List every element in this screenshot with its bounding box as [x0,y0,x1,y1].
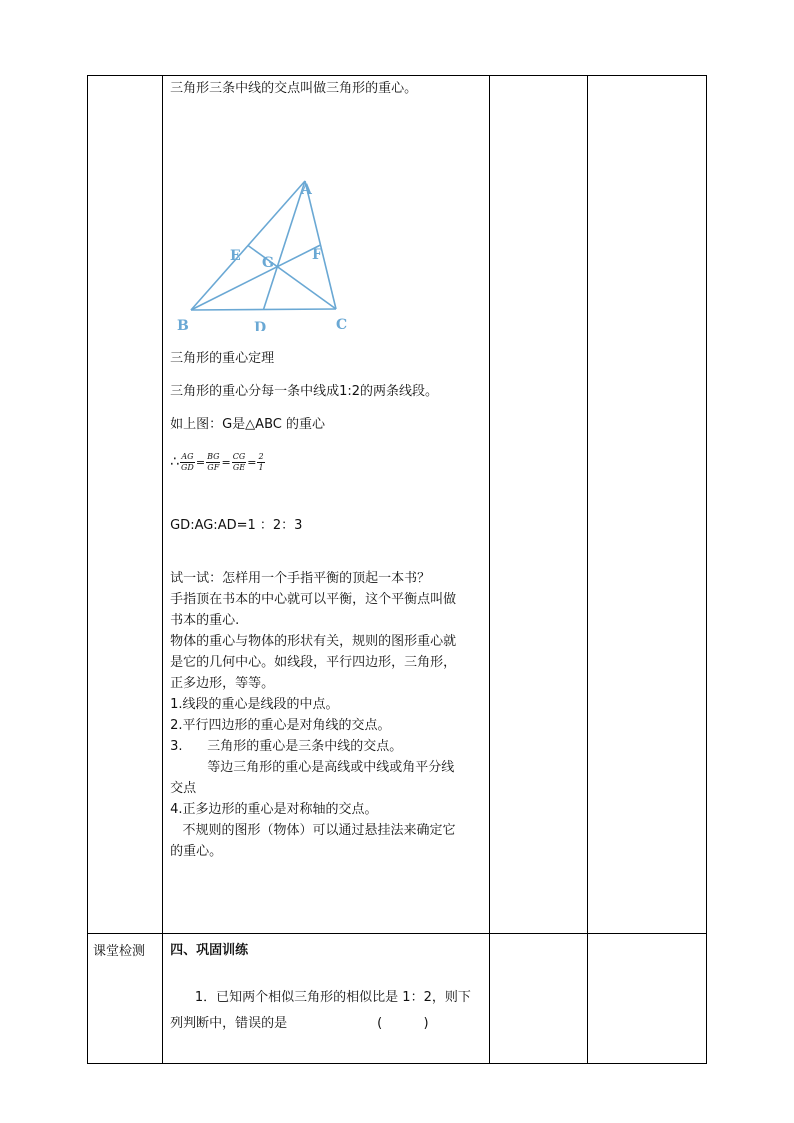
lesson-table [87,75,707,1064]
empty-cell [587,76,706,934]
fraction-cg-ge: $\frac{CG}{GE}$ [232,452,246,472]
intro-text: 三角形三条中线的交点叫做三角形的重心。 [170,81,418,96]
try-it-line: 试一试：怎样用一个手指平衡的顶起一本书？ [170,571,431,586]
midpoint-label-f: F [312,247,323,263]
label-cell [88,76,163,934]
empty-cell [587,934,706,1064]
table-row [88,76,707,934]
fraction-bg-gf: $\frac{BG}{GF}$ [207,452,220,472]
empty-cell [489,76,587,934]
try-it-line: 等边三角形的重心是高线或中线或角平分线 [170,760,455,775]
vertex-label-b: B [177,318,189,331]
segment-ratio: GD:AG:AD=1 ：2：3 [170,518,303,533]
label-cell [88,934,163,1064]
try-it-line: 2.平行四边形的重心是对角线的交点。 [170,718,391,733]
question-1-line-1: 1．已知两个相似三角形的相似比是 1：2，则下 [170,990,471,1005]
content-cell [163,76,490,934]
vertex-label-c: C [336,317,348,331]
fraction-ag-gd: $\frac{AG}{GD}$ [181,452,194,472]
try-it-line: 物体的重心与物体的形状有关，规则的图形重心就 [170,634,457,649]
row-label-class-check: 课堂检测 [93,944,146,959]
therefore-symbol: ∴ [170,454,180,470]
try-it-line: 的重心。 [170,844,223,859]
try-it-line: 1.线段的重心是线段的中点。 [170,697,339,712]
example-text: 如上图：G是△ABC 的重心 [170,417,325,432]
question-1-line-2: 列判断中，错误的是 ( ) [170,1016,429,1031]
try-it-line: 书本的重心. [170,613,240,628]
try-it-line: 正多边形，等等。 [170,676,275,691]
try-it-line: 是它的几何中心。如线段，平行四边形，三角形， [170,655,457,670]
theorem-text: 三角形的重心分每一条中线成1:2的两条线段。 [170,384,439,399]
centroid-label-g: G [262,255,275,271]
try-it-line: 交点 [170,781,197,796]
section-title: 四、巩固训练 [170,943,249,958]
answer-blank: ( ) [377,1016,429,1031]
try-it-line: 3. 三角形的重心是三条中线的交点。 [170,739,403,754]
median-ad [264,181,306,310]
try-it-line: 不规则的图形（物体）可以通过悬挂法来确定它 [170,823,456,838]
ratio-formula: ∴ $\frac{AG}{GD}$ = $\frac{BG}{GF}$ = $\frac{CG}{GE}$ = $\frac{2}{1}$ [170,452,264,472]
theorem-title: 三角形的重心定理 [170,351,275,366]
vertex-label-a: A [301,182,312,198]
try-it-block [170,568,483,862]
midpoint-label-d: D [254,320,267,331]
content-cell [163,934,490,1064]
table-row [88,934,707,1064]
centroid-figure [174,161,374,331]
try-it-line: 4.正多边形的重心是对称轴的交点。 [170,802,378,817]
fraction-2-1: $\frac{2}{1}$ [258,452,264,472]
empty-cell [489,934,587,1064]
try-it-line: 手指顶在书本的中心就可以平衡，这个平衡点叫做 [170,592,457,607]
midpoint-label-e: E [230,248,241,264]
median-bf [191,245,321,310]
